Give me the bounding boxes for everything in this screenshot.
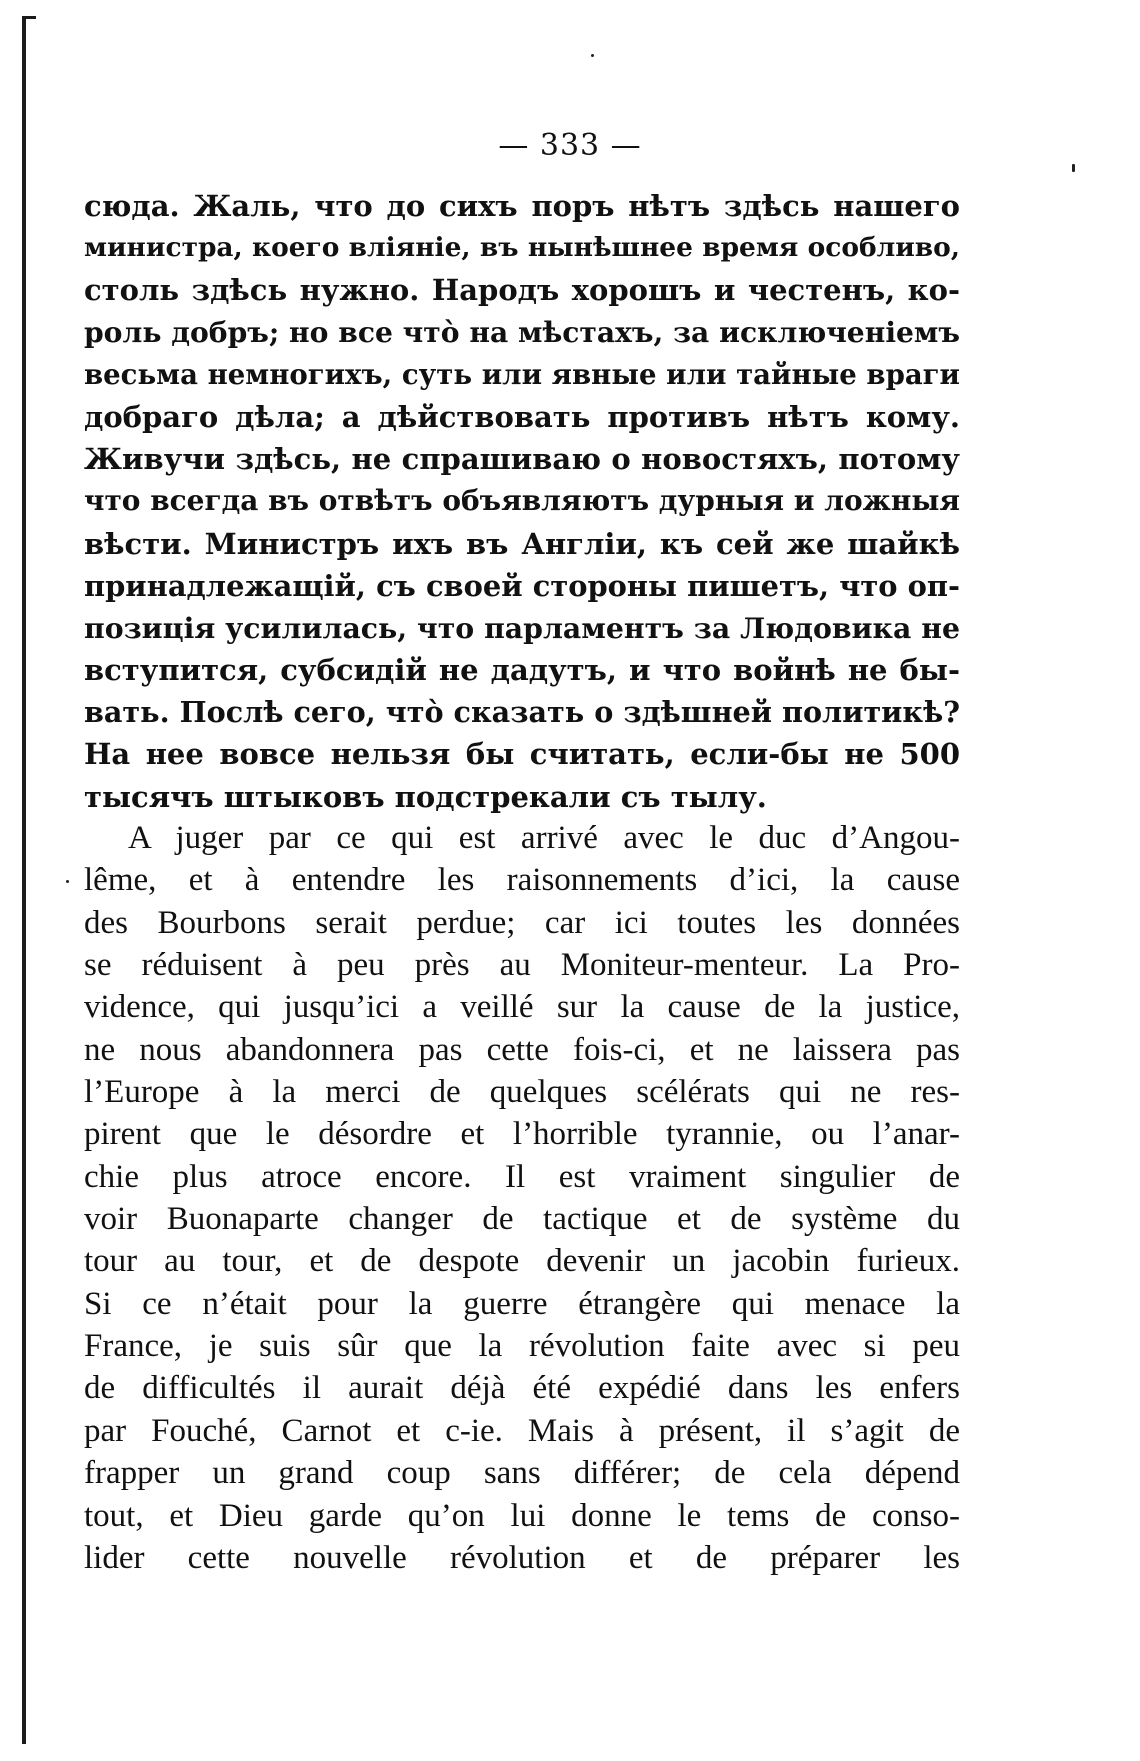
text-line: voir Buonaparte changer de tactique et de système du [84, 1201, 960, 1238]
text-line: frapper un grand coup sans différer; de cela dépend [84, 1455, 960, 1492]
text-line: столь здѣсь нужно. Народъ хорошъ и честенъ, ко- [84, 273, 960, 308]
scan-speck [66, 880, 69, 883]
text-line: что всегда въ отвѣтъ объявляютъ дурныя и ложныя [84, 484, 961, 518]
text-line: des Bourbons serait perdue; car ici toutes les données [84, 904, 960, 941]
text-line: tout, et Dieu garde qu’on lui donne le tems de conso- [84, 1497, 960, 1534]
scan-edge-top [22, 16, 36, 19]
text-line: сюда. Жаль, что до сихъ поръ нѣтъ здѣсь нашего [84, 189, 960, 223]
text-line: На нее вовсе нельзя бы считать, если-бы не 500 [84, 737, 960, 772]
text-line: министра, коего вліяніе, въ нынѣшнее время особливо, [84, 232, 960, 264]
text-line: par Fouché, Carnot et c-ie. Mais à présent, il s’agit de [84, 1412, 960, 1449]
scan-edge-left [22, 16, 26, 1744]
text-line: lême, et à entendre les raisonnements d’ici, la cause [84, 862, 960, 899]
text-line: вступится, субсидій не дадутъ, и что войнѣ не бы- [84, 653, 960, 688]
scan-speck [1072, 164, 1075, 172]
text-line: весьма немногихъ, суть или явные или тайные враги [84, 358, 960, 391]
text-line: позиція усилилась, что парламентъ за Людовика не [84, 610, 960, 645]
russian-paragraph [84, 185, 960, 818]
text-line: принадлежащій, съ своей стороны пишетъ, что оп- [84, 568, 960, 603]
text-line: Живучи здѣсь, не спрашиваю о новостяхъ, потому [84, 442, 960, 477]
text-line: вѣсти. Министръ ихъ въ Англіи, къ сей же шайкѣ [84, 526, 960, 561]
scan-speck [591, 54, 594, 57]
page-number: — 333 — [498, 128, 642, 163]
text-line: de difficultés il aurait déjà été expédié dans les enfers [84, 1370, 960, 1407]
french-paragraph [84, 817, 960, 1579]
text-line: vidence, qui jusqu’ici a veillé sur la cause de la justice, [84, 989, 960, 1026]
text-line: se réduisent à peu près au Moniteur-menteur. La Pro- [84, 947, 960, 984]
text-line: lider cette nouvelle révolution et de préparer les [84, 1539, 960, 1576]
text-line: тысячъ штыковъ подстрекали съ тылу. [84, 779, 767, 814]
text-line: chie plus atroce encore. Il est vraiment singulier de [84, 1158, 960, 1195]
text-line: France, je suis sûr que la révolution faite avec si peu [84, 1328, 960, 1365]
text-line: вать. Послѣ сего, что̀ сказать о здѣшней политикѣ? [84, 695, 960, 730]
text-line: l’Europe à la merci de quelques scélérats qui ne res- [84, 1074, 960, 1111]
text-line: tour au tour, et de despote devenir un jacobin furieux. [84, 1243, 960, 1280]
text-line: роль добръ; но все что̀ на мѣстахъ, за исключеніемъ [84, 315, 960, 349]
text-line: A juger par ce qui est arrivé avec le duc d’Angou- [128, 820, 960, 856]
text-line: добраго дѣла; а дѣйствовать противъ нѣтъ кому. [84, 399, 960, 434]
text-line: Si ce n’était pour la guerre étrangère qui menace la [84, 1285, 960, 1322]
text-line: ne nous abandonnera pas cette fois-ci, et ne laissera pas [84, 1031, 960, 1068]
text-line: pirent que le désordre et l’horrible tyrannie, ou l’anar- [84, 1116, 960, 1153]
